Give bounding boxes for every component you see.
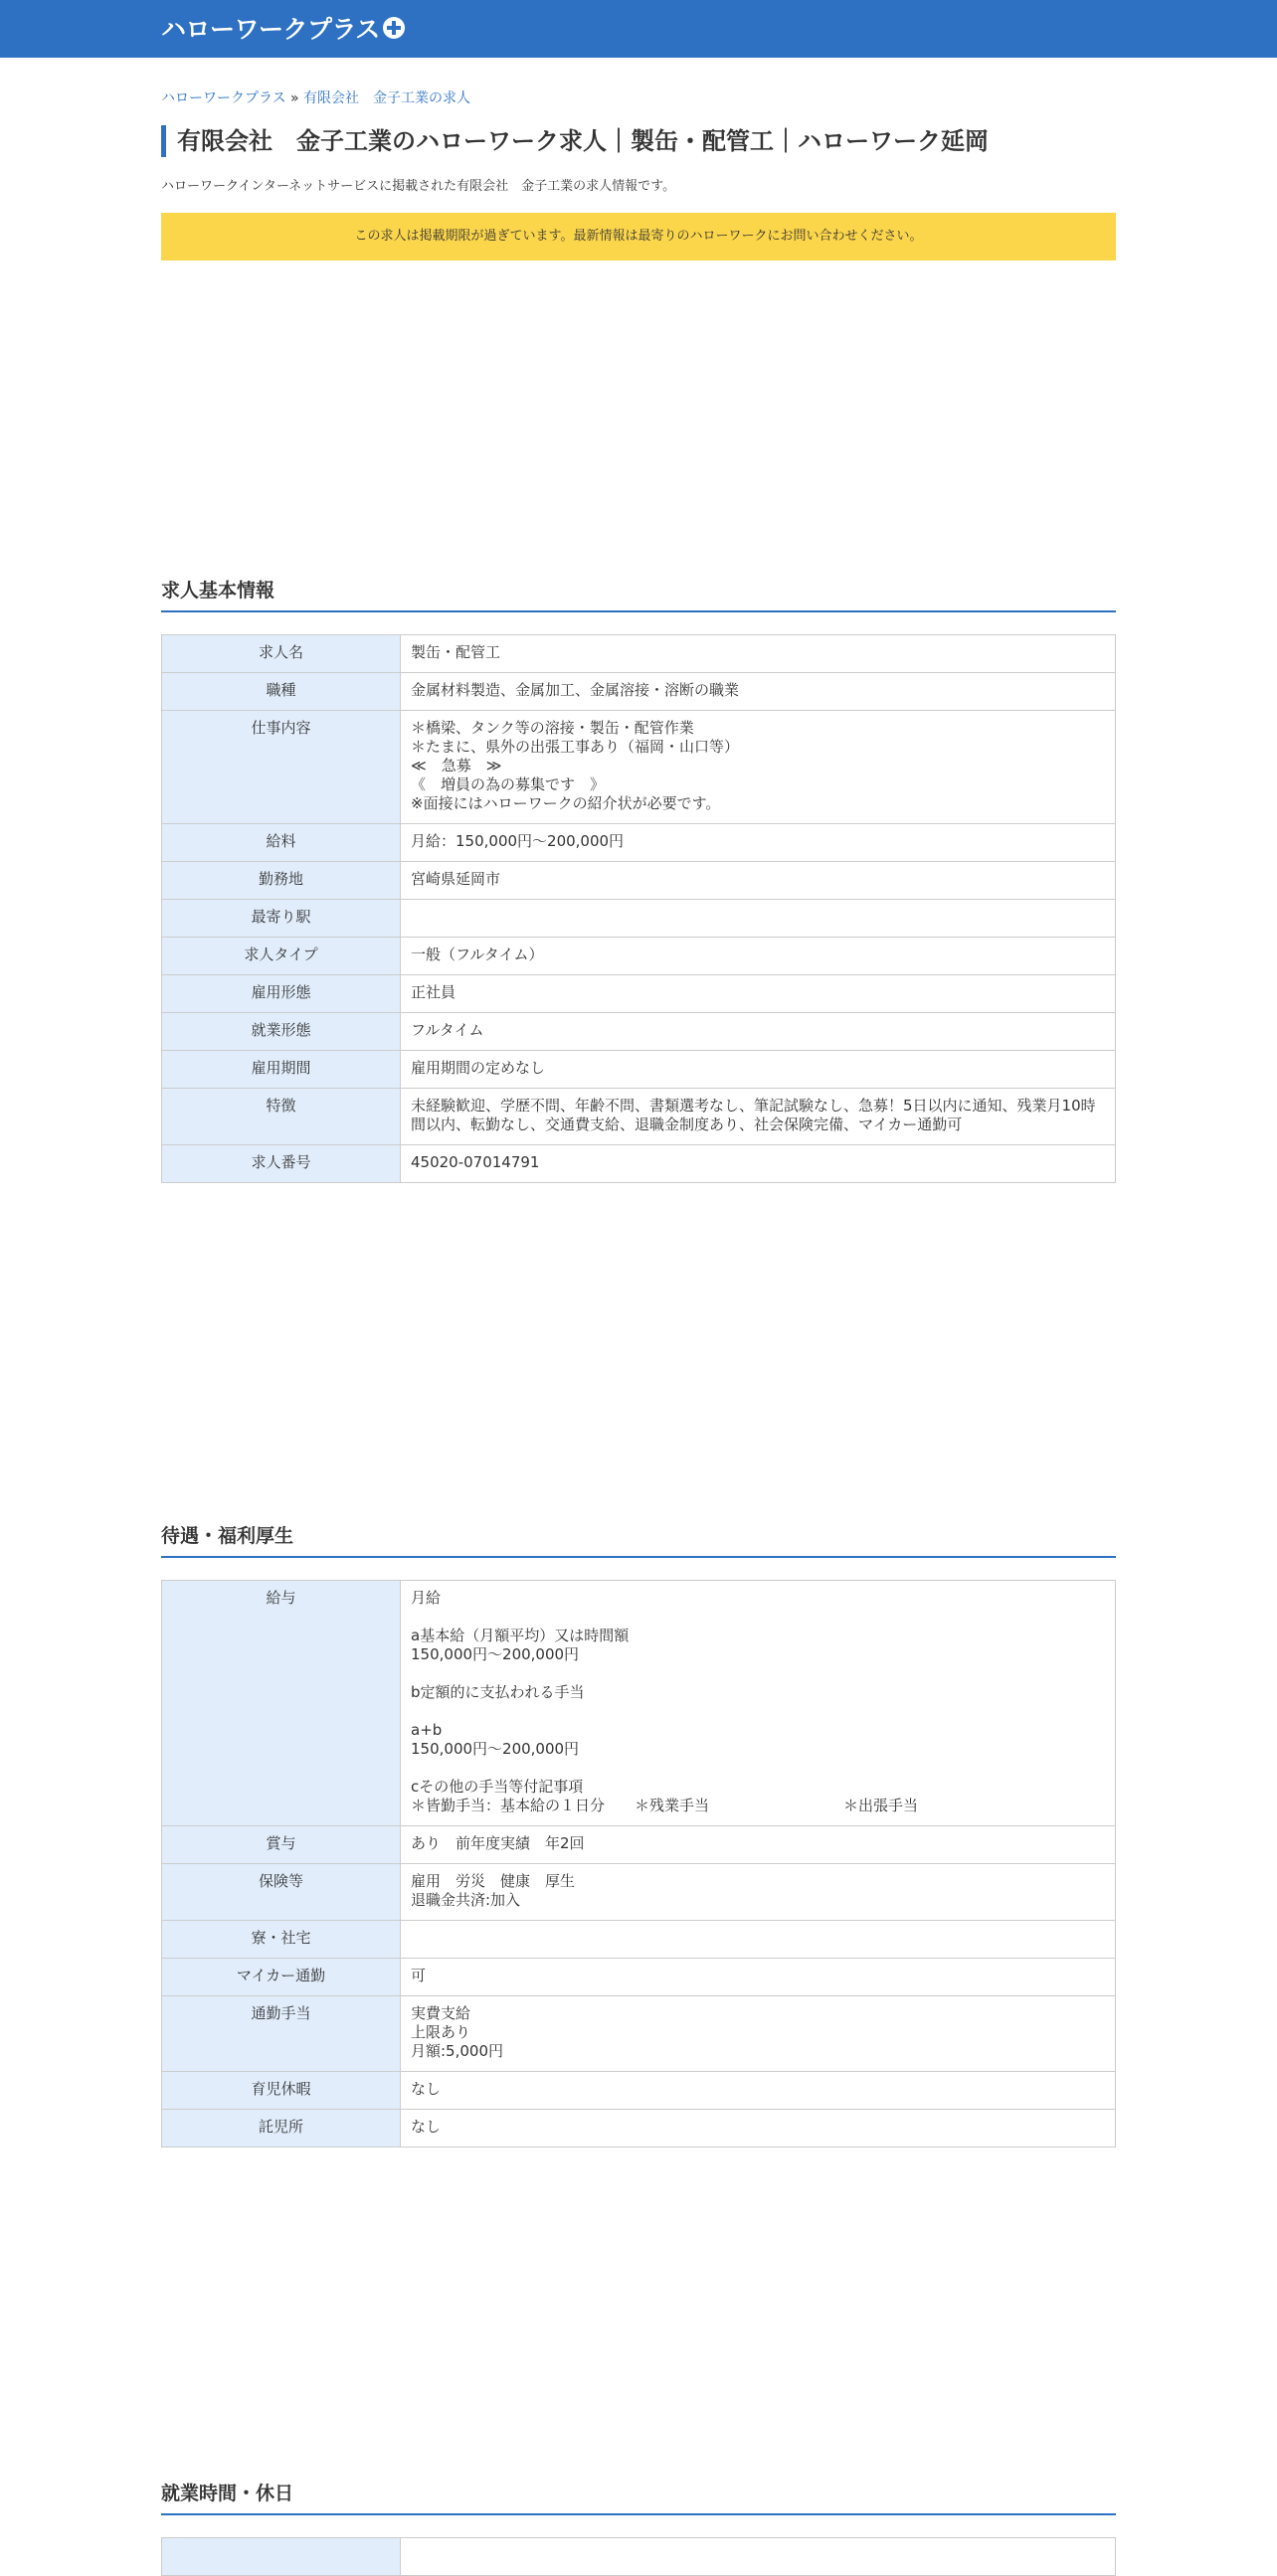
table-row [162,1051,1116,1089]
table-row [162,1959,1116,1996]
site-logo[interactable] [161,11,406,45]
page-lead: ハローワークインターネットサービスに掲載された有限会社 金子工業の求人情報です。 [161,179,676,194]
row-label: 就業形態 [162,1013,401,1051]
row-label: 求人タイプ [162,938,401,975]
row-label: 雇用形態 [162,975,401,1013]
breadcrumb-current-link[interactable]: 有限会社 金子工業の求人 [303,90,471,106]
row-value: なし [401,2110,1116,2147]
table-row [162,1089,1116,1145]
row-label: 寮・社宅 [162,1921,401,1959]
row-value: 一般（フルタイム） [401,938,1116,975]
row-label: 職種 [162,673,401,711]
table-row [162,862,1116,900]
table-row [162,2538,1116,2576]
row-value: 宮崎県延岡市 [401,862,1116,900]
row-value: 月給：150,000円～200,000円 [401,824,1116,862]
section-title-welfare: 待遇・福利厚生 [161,1521,1116,1558]
table-row [162,1996,1116,2072]
table-row [162,1013,1116,1051]
basic-info-table [161,634,1116,1183]
table-row [162,2072,1116,2110]
table-row [162,2110,1116,2147]
row-value: 製缶・配管工 [401,635,1116,673]
row-label: 給与 [162,1581,401,1826]
row-label: 最寄り駅 [162,900,401,938]
hours-info-table [161,2537,1116,2576]
table-row [162,635,1116,673]
row-label: 雇用期間 [162,1051,401,1089]
section-title-hours: 就業時間・休日 [161,2479,1116,2515]
row-value [401,2538,1116,2576]
row-label: 求人番号 [162,1145,401,1183]
expired-notice: この求人は掲載期限が過ぎています。最新情報は最寄りのハローワークにお問い合わせください。 [161,213,1116,260]
row-value: 月給 a基本給（月額平均）又は時間額 150,000円～200,000円 b定額的に支払われる手当 a+b 150,000円～200,000円 cその他の手当等付記事項 ＊皆勤手当：基本給の１日分 ＊残業手当 ＊出張手当 [401,1581,1116,1826]
table-row [162,1921,1116,1959]
row-label: 給料 [162,824,401,862]
breadcrumb-separator: » [285,90,304,106]
row-value: フルタイム [401,1013,1116,1051]
plus-circle-icon [382,16,406,40]
row-value: ＊橋梁、タンク等の溶接・製缶・配管作業 ＊たまに、県外の出張工事あり（福岡・山口等） ≪ 急募 ≫ 《 増員の為の募集です 》 ※面接にはハローワークの紹介状が必要です。 [401,711,1116,824]
row-value: 雇用期間の定めなし [401,1051,1116,1089]
row-value: 可 [401,1959,1116,1996]
table-row [162,824,1116,862]
table-row [162,938,1116,975]
row-value: 未経験歓迎、学歴不問、年齢不問、書類選考なし、筆記試験なし、急募！5日以内に通知、残業月10時間以内、転勤なし、交通費支給、退職金制度あり、社会保険完備、マイカー通勤可 [401,1089,1116,1145]
row-label: 求人名 [162,635,401,673]
page-title: 有限会社 金子工業のハローワーク求人｜製缶・配管工｜ハローワーク延岡 [161,125,1116,157]
table-row [162,900,1116,938]
table-row [162,1145,1116,1183]
row-label: 特徴 [162,1089,401,1145]
logo-text: ハローワークプラス [161,15,380,44]
welfare-info-table [161,1580,1116,2147]
row-label: 通勤手当 [162,1996,401,2072]
table-row [162,673,1116,711]
table-row [162,1826,1116,1864]
section-title-basic: 求人基本情報 [161,576,1116,612]
row-value [401,900,1116,938]
row-label: 仕事内容 [162,711,401,824]
row-value: 金属材料製造、金属加工、金属溶接・溶断の職業 [401,673,1116,711]
row-value: 雇用 労災 健康 厚生 退職金共済:加入 [401,1864,1116,1921]
row-label: 育児休暇 [162,2072,401,2110]
row-value: 正社員 [401,975,1116,1013]
row-label: マイカー通勤 [162,1959,401,1996]
site-header [0,0,1277,58]
row-value: なし [401,2072,1116,2110]
row-value: 実費支給 上限あり 月額:5,000円 [401,1996,1116,2072]
breadcrumb-home-link[interactable]: ハローワークプラス [161,90,286,106]
row-label: 賞与 [162,1826,401,1864]
row-label: 勤務地 [162,862,401,900]
table-row [162,1864,1116,1921]
breadcrumb [161,87,470,107]
row-value [401,1921,1116,1959]
row-value: あり 前年度実績 年2回 [401,1826,1116,1864]
row-label [162,2538,401,2576]
table-row [162,711,1116,824]
table-row [162,975,1116,1013]
row-label: 保険等 [162,1864,401,1921]
row-label: 託児所 [162,2110,401,2147]
table-row [162,1581,1116,1826]
row-value: 45020-07014791 [401,1145,1116,1183]
